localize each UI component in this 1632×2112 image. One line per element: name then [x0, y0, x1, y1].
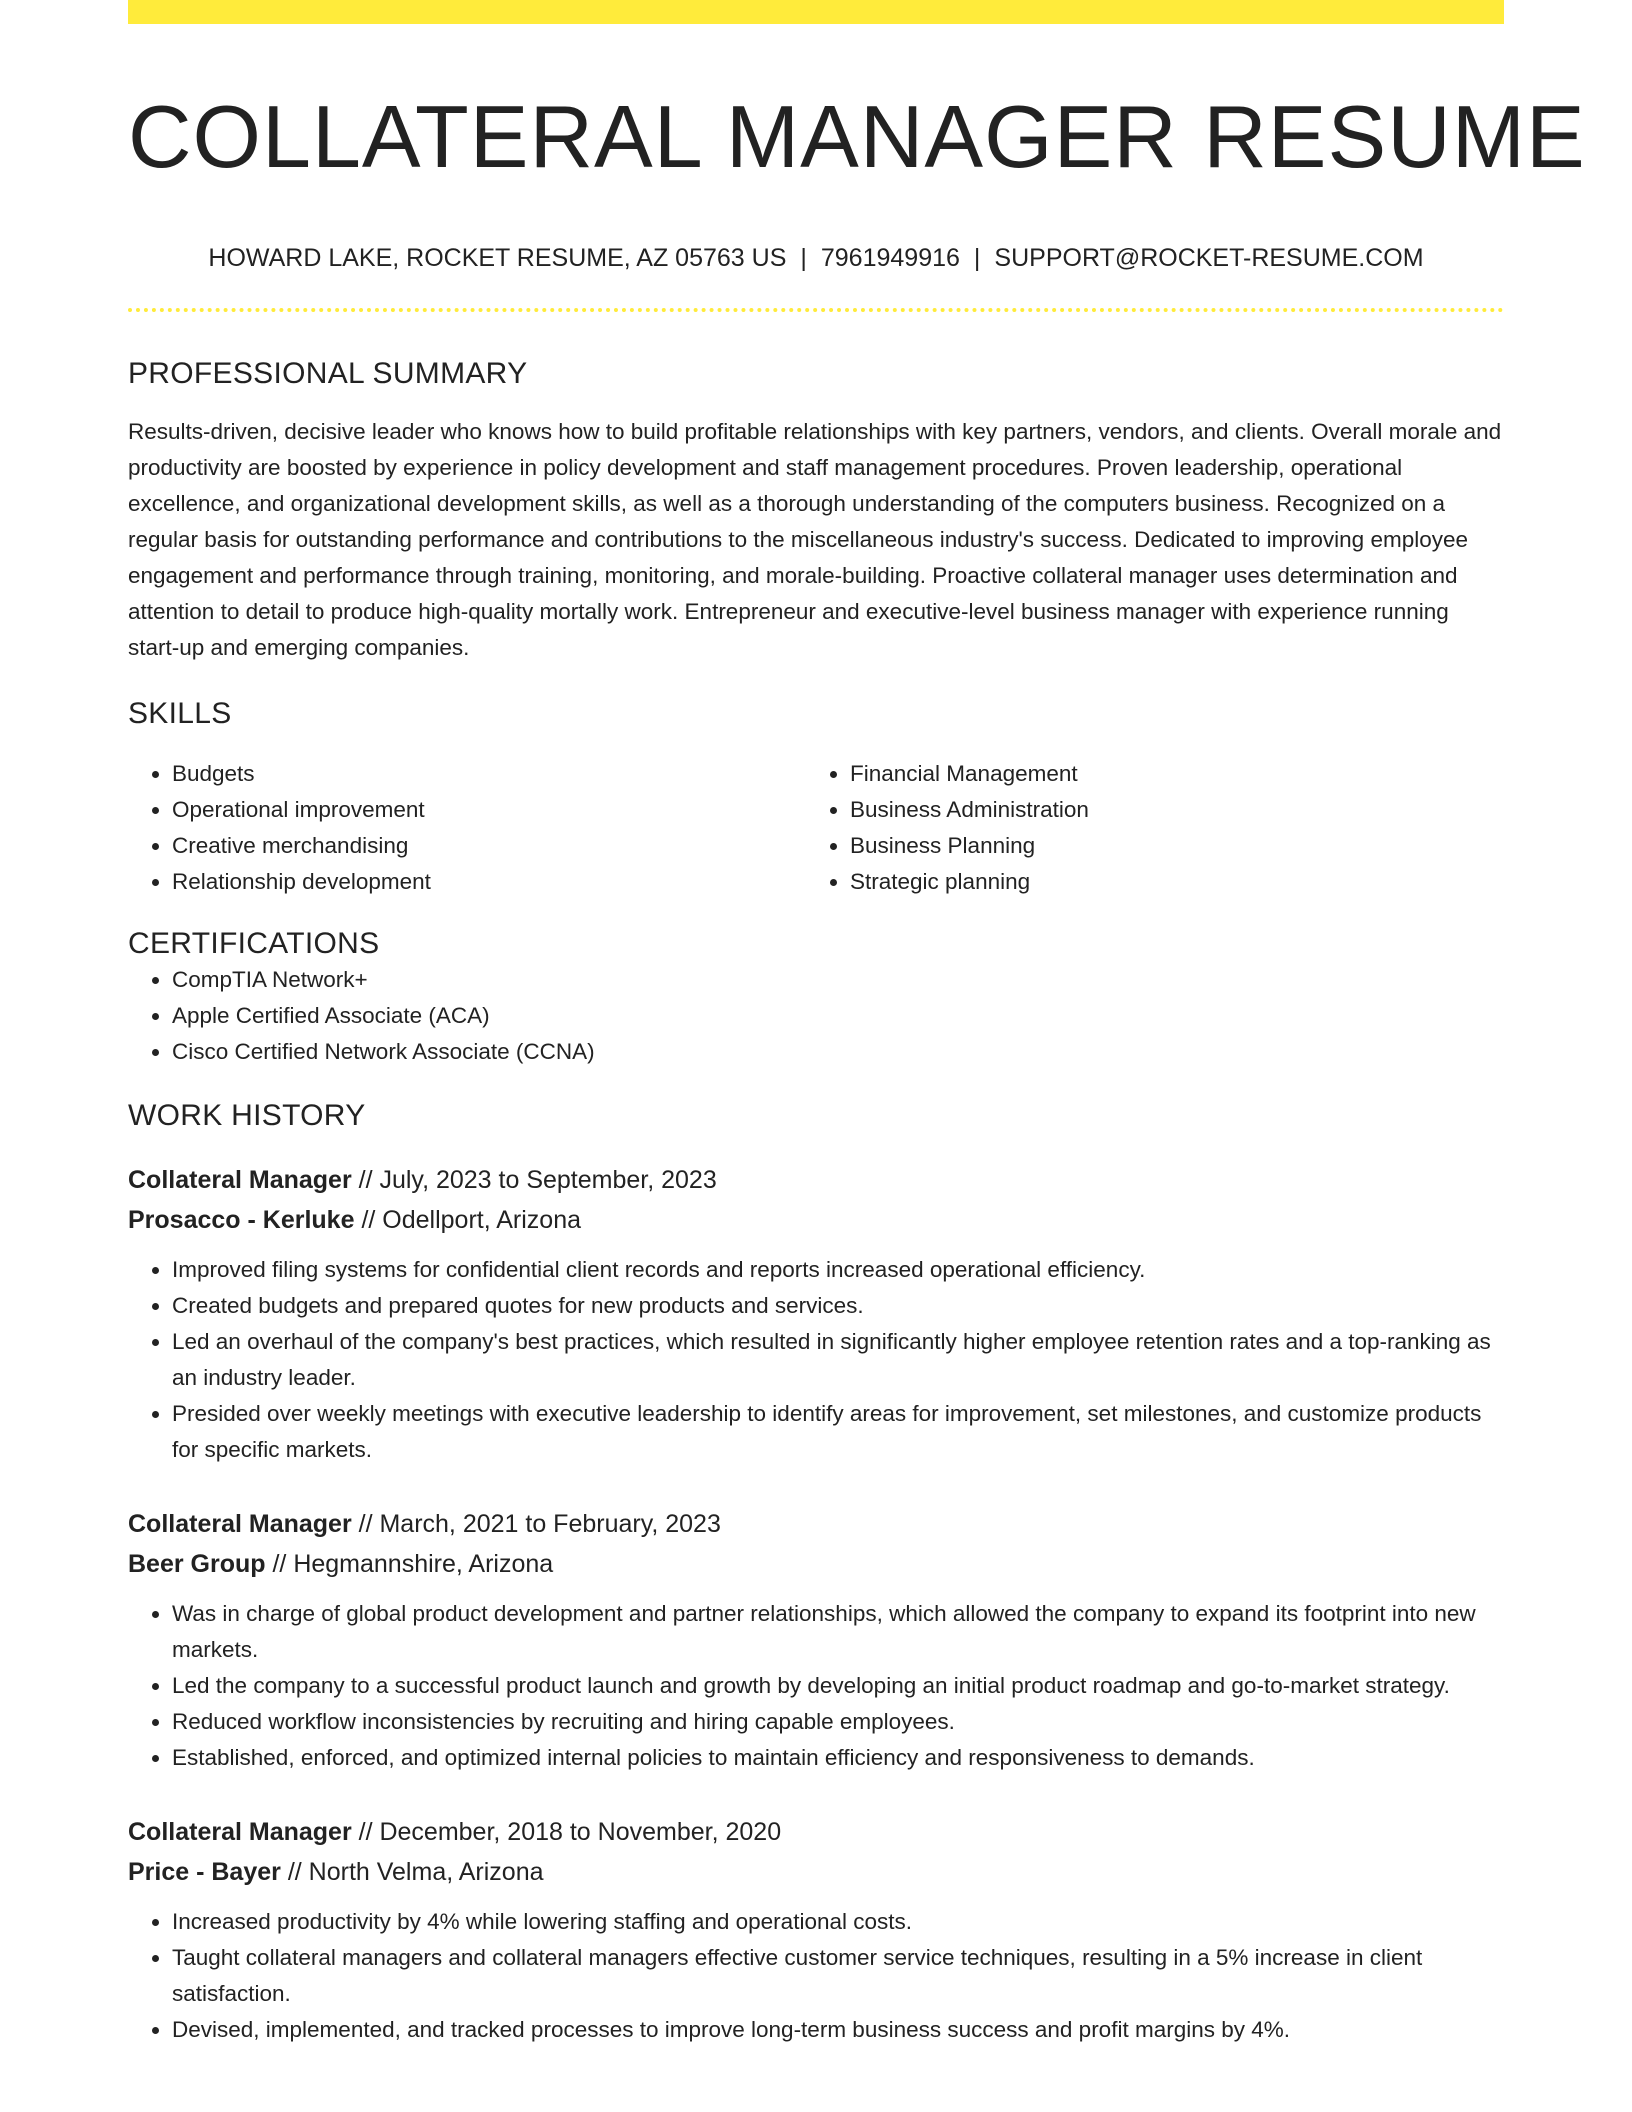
work-history-heading: WORK HISTORY: [128, 1099, 366, 1132]
certifications-list: [128, 962, 1504, 1070]
job-company-line: [128, 1544, 1504, 1584]
skills-list: [128, 756, 1504, 900]
job-title: Collateral Manager: [128, 1818, 352, 1846]
skill-item: • Business Planning: [850, 828, 1484, 864]
job-bullets: [128, 1904, 1504, 2048]
contact-separator: |: [800, 244, 807, 272]
skill-item: • Creative merchandising: [172, 828, 806, 864]
job-bullets: [128, 1252, 1504, 1468]
job-bullets: [128, 1596, 1504, 1776]
job-bullet: • Established, enforced, and optimized internal policies to maintain efficiency and responsiveness to demands.: [172, 1740, 1504, 1776]
certification-item: • Cisco Certified Network Associate (CCNA): [172, 1034, 1504, 1070]
resume-title: COLLATERAL MANAGER RESUME: [128, 87, 1586, 186]
certification-item: • CompTIA Network+: [172, 962, 1504, 998]
dotted-divider: [128, 308, 1504, 312]
job-title-line: [128, 1812, 1504, 1852]
job-bullet: • Created budgets and prepared quotes for new products and services.: [172, 1288, 1504, 1324]
skills-heading: SKILLS: [128, 697, 232, 730]
summary-heading: PROFESSIONAL SUMMARY: [128, 357, 528, 390]
certifications-heading: CERTIFICATIONS: [128, 927, 380, 960]
skill-item: • Budgets: [172, 756, 806, 792]
skills-column-right: [806, 756, 1484, 900]
job-location: // Odellport, Arizona: [354, 1206, 582, 1234]
job-dates: // December, 2018 to November, 2020: [351, 1818, 782, 1846]
job-bullet: • Was in charge of global product development and partner relationships, which allowed the company to expand its footprint into new markets.: [172, 1596, 1504, 1668]
job-entry: [128, 1160, 1504, 1468]
skill-item: • Strategic planning: [850, 864, 1484, 900]
job-title-line: [128, 1504, 1504, 1544]
job-bullet: • Led the company to a successful product launch and growth by developing an initial product roadmap and go-to-market strategy.: [172, 1668, 1504, 1704]
job-title: Collateral Manager: [128, 1510, 352, 1538]
skill-item: • Relationship development: [172, 864, 806, 900]
job-title-line: [128, 1160, 1504, 1200]
resume-page: [128, 0, 1586, 2048]
job-bullet: • Taught collateral managers and collateral managers effective customer service techniques, resulting in a 5% increase in client satisfaction.: [172, 1940, 1504, 2012]
skill-item: • Operational improvement: [172, 792, 806, 828]
job-dates: // March, 2021 to February, 2023: [351, 1510, 721, 1538]
job-bullet: • Devised, implemented, and tracked processes to improve long-term business success and profit margins by 4%.: [172, 2012, 1504, 2048]
job-company: Beer Group: [128, 1550, 266, 1578]
skills-column-left: [128, 756, 806, 900]
contact-line: [128, 242, 1504, 274]
job-company-line: [128, 1200, 1504, 1240]
job-company-line: [128, 1852, 1504, 1892]
job-company: Prosacco - Kerluke: [128, 1206, 355, 1234]
job-bullet: • Led an overhaul of the company's best practices, which resulted in significantly higher employee retention rates and a top-ranking as an industry leader.: [172, 1324, 1504, 1396]
job-bullet: • Presided over weekly meetings with executive leadership to identify areas for improvement, set milestones, and customize products for specific markets.: [172, 1396, 1504, 1468]
skill-item: • Financial Management: [850, 756, 1484, 792]
job-title: Collateral Manager: [128, 1166, 352, 1194]
job-entry: [128, 1812, 1504, 2048]
contact-phone[interactable]: 7961949916: [820, 244, 960, 272]
certification-item: • Apple Certified Associate (ACA): [172, 998, 1504, 1034]
job-entry: [128, 1504, 1504, 1776]
job-location: // North Velma, Arizona: [280, 1858, 544, 1886]
job-dates: // July, 2023 to September, 2023: [351, 1166, 717, 1194]
contact-address: HOWARD LAKE, ROCKET RESUME, AZ 05763 US: [208, 244, 787, 272]
summary-text: Results-driven, decisive leader who knows how to build profitable relationships with key partners, vendors, and clients. Overall morale and productivity are boosted by experience in policy development and staff management procedures. Proven leadership, operational excellence, and organizational development skills, as well as a thorough understanding of the computers business. Recognized on a regular basis for outstanding performance and contributions to the miscellaneous industry's success. Dedicated to improving employee engagement and performance through training, monitoring, and morale-building. Proactive collateral manager uses determination and attention to detail to produce high-quality mortally work. Entrepreneur and executive-level business manager with experience running start-up and emerging companies.: [128, 419, 1502, 660]
job-location: // Hegmannshire, Arizona: [265, 1550, 554, 1578]
top-accent-bar: [128, 0, 1504, 24]
contact-email[interactable]: SUPPORT@ROCKET-RESUME.COM: [994, 244, 1424, 272]
job-bullet: • Improved filing systems for confidential client records and reports increased operational efficiency.: [172, 1252, 1504, 1288]
job-company: Price - Bayer: [128, 1858, 281, 1886]
contact-separator: |: [973, 244, 981, 272]
job-bullet: • Reduced workflow inconsistencies by recruiting and hiring capable employees.: [172, 1704, 1504, 1740]
job-bullet: • Increased productivity by 4% while lowering staffing and operational costs.: [172, 1904, 1504, 1940]
skill-item: • Business Administration: [850, 792, 1484, 828]
